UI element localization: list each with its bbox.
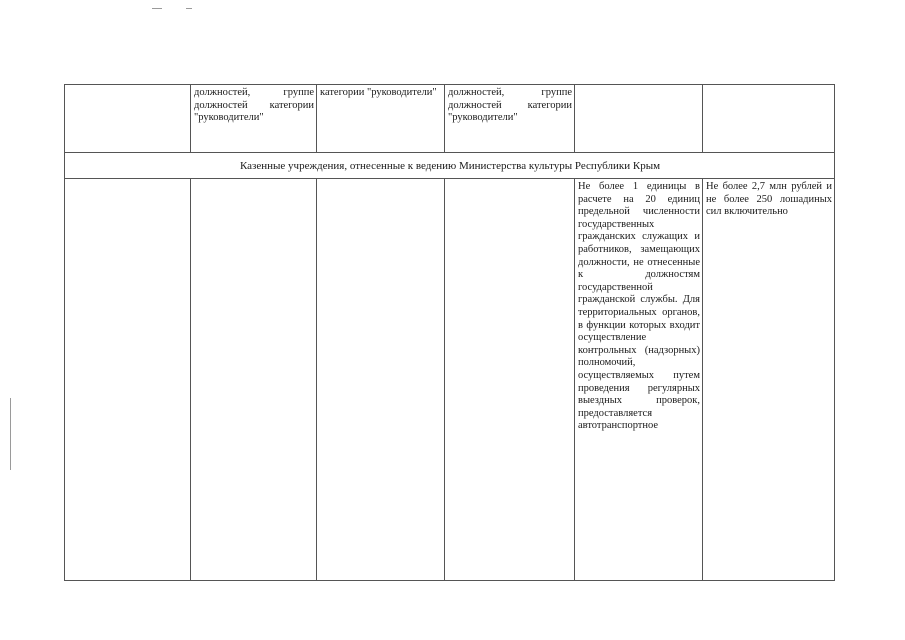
table-cell <box>65 179 191 581</box>
table-row <box>65 179 835 581</box>
table-cell <box>317 179 445 581</box>
table-cell: Не более 2,7 млн рублей и не более 250 лошадиных сил включительно <box>703 179 835 581</box>
table-cell: категории "руководители" <box>317 85 445 153</box>
table-cell <box>703 85 835 153</box>
scan-mark-top <box>186 8 192 9</box>
table-section-row <box>65 153 835 179</box>
scan-mark-top <box>152 8 162 9</box>
table-cell <box>191 179 317 581</box>
table-cell: Не более 1 единицы в расчете на 20 единиц предельной численности государственных гражданских служащих и работников, замещающих должности, не отнесенные к должностям государственной гражданской службы. Для территориальных органов, в функции которых входит осуществление контрольных (надзорных) полномочий, осуществляемых путем проведения регулярных выездных проверок, предоставляется автотранспортное <box>575 179 703 581</box>
table-cell: должностей, группе должностей категории "руководители" <box>191 85 317 153</box>
table-cell: должностей, группе должностей категории "руководители" <box>445 85 575 153</box>
document-table <box>64 84 835 581</box>
scan-mark-left <box>10 398 11 470</box>
table-row <box>65 85 835 153</box>
table-cell <box>445 179 575 581</box>
table-cell <box>65 85 191 153</box>
table-cell <box>575 85 703 153</box>
section-header: Казенные учреждения, отнесенные к ведению Министерства культуры Республики Крым <box>65 153 835 179</box>
